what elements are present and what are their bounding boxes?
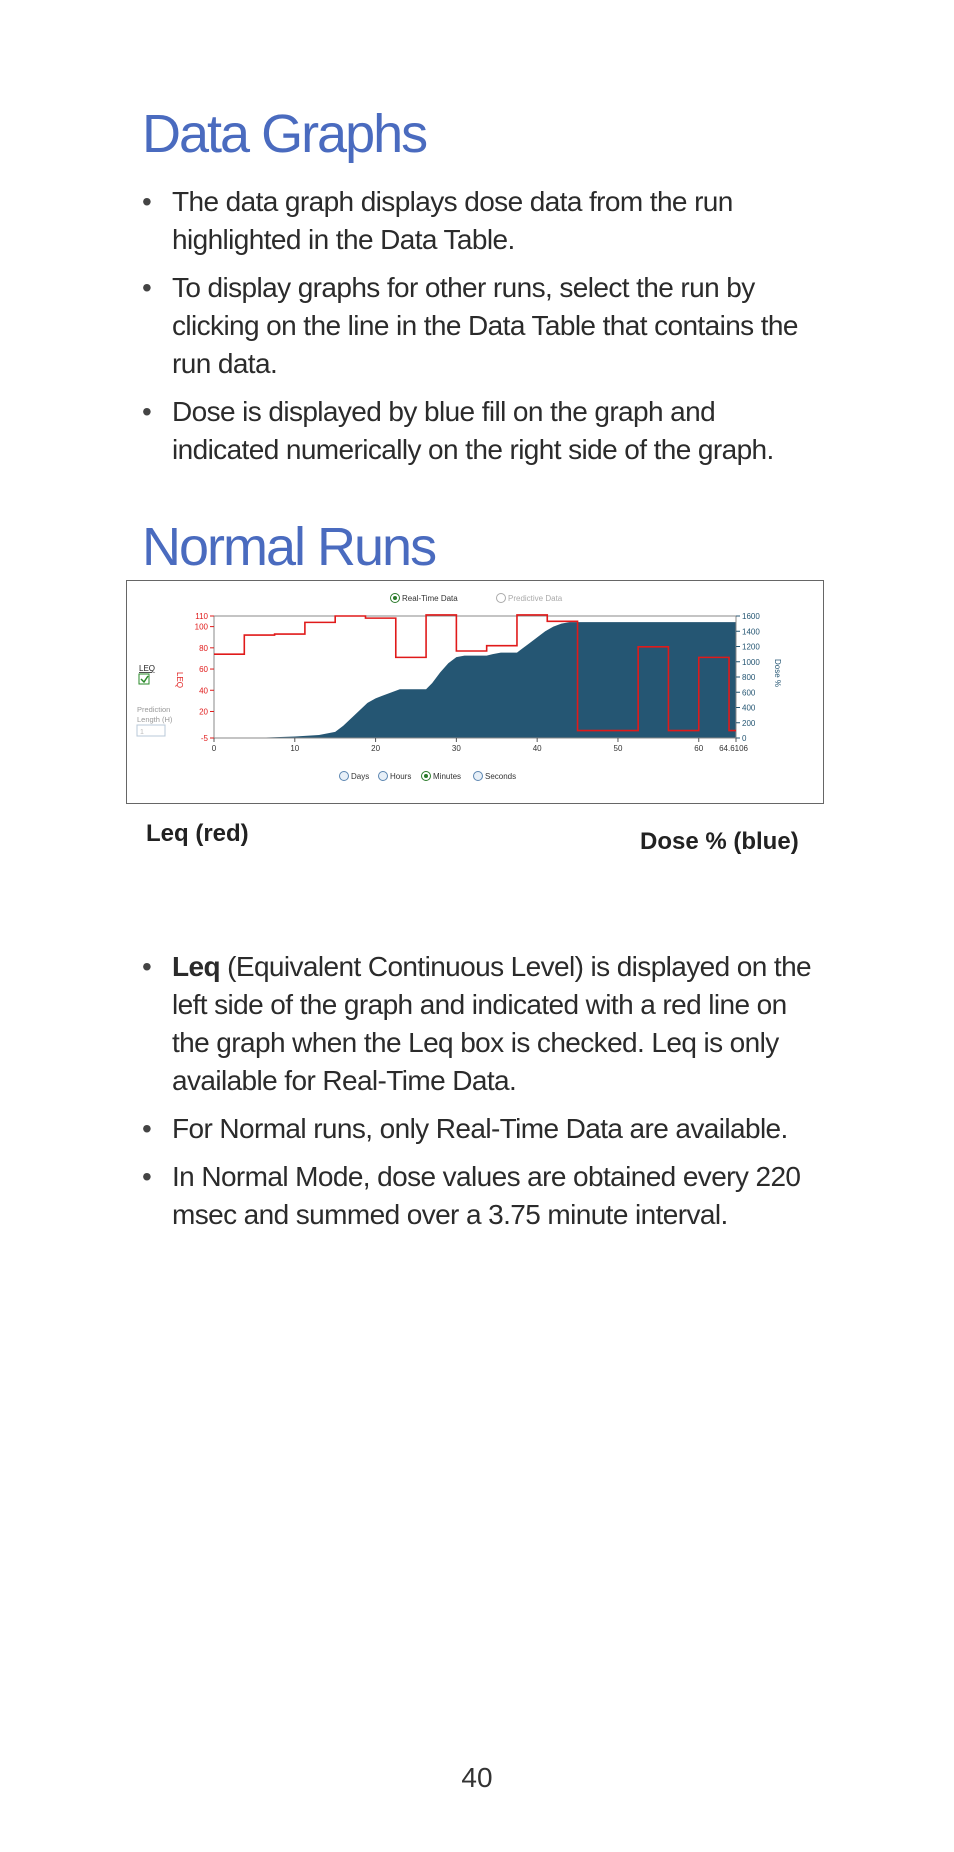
y-right-axis-ticks (736, 612, 760, 743)
y-right-tick-label: 200 (742, 718, 756, 728)
bullet-dot: • (142, 951, 152, 982)
y-left-tick-label: 40 (199, 686, 208, 696)
y-left-tick-label: 100 (194, 622, 208, 632)
x-tick-label: 64.6106 (719, 744, 748, 753)
x-tick-label: 30 (451, 744, 461, 753)
y-left-tick-label: 110 (195, 612, 208, 621)
radio-selected-dot (393, 596, 397, 600)
radio-selected-dot (424, 774, 428, 778)
radio-realtime-label: Real-Time Data (402, 594, 458, 603)
radio-days-label: Days (351, 772, 370, 781)
x-tick-label: 20 (371, 744, 381, 753)
y-right-axis-title: Dose % (773, 659, 782, 688)
bullet-text: In Normal Mode, dose values are obtained every 220 msec and summed over a 3.75 minute interval. (172, 1161, 801, 1230)
x-tick-label: 40 (532, 744, 542, 753)
caption-dose: Dose % (blue) (640, 828, 799, 855)
y-right-tick-label: 1200 (742, 642, 760, 652)
radio-hours-label: Hours (390, 772, 412, 781)
bullet-text: Dose is displayed by blue fill on the graph and indicated numerically on the right side of the graph. (172, 396, 774, 465)
bullet-dot: • (142, 396, 152, 427)
bullet-term: Leq (172, 951, 220, 982)
dose-series-area (214, 622, 736, 738)
intro-bullet-list (142, 183, 822, 479)
list-item (142, 269, 822, 383)
y-left-axis-ticks (195, 612, 214, 743)
y-right-tick-label: 1000 (742, 657, 760, 667)
x-tick-label: 10 (290, 744, 300, 753)
radio-realtime[interactable] (391, 594, 459, 604)
radio-minutes[interactable] (422, 772, 462, 782)
bullet-text: For Normal runs, only Real-Time Data are available. (172, 1113, 788, 1144)
radio-predictive-label: Predictive Data (508, 594, 563, 603)
bottom-bullet-list (142, 948, 822, 1244)
bullet-dot: • (142, 1113, 152, 1144)
bullet-dot: • (142, 1161, 152, 1192)
bullet-dot: • (142, 186, 152, 217)
y-left-tick-label: 20 (199, 707, 208, 717)
prediction-length-label-2: Length (H) (137, 715, 173, 724)
leq-checkbox-label: LEQ (139, 664, 156, 673)
list-item (142, 393, 822, 469)
bullet-text: (Equivalent Continuous Level) is displayed on the left side of the graph and indicated with a red line on the graph when the Leq box is checked. Leq is only available for Real-Time Data. (172, 951, 812, 1096)
y-left-axis-title: LEQ (175, 672, 184, 689)
prediction-length-input[interactable] (137, 725, 165, 736)
list-item (142, 183, 822, 259)
bullet-dot: • (142, 272, 152, 303)
page-number: 40 (461, 1762, 493, 1793)
y-left-tick-label: 60 (199, 665, 208, 675)
x-tick-label: 50 (613, 744, 623, 753)
prediction-length-label-1: Prediction (137, 705, 171, 714)
dose-graph-chart (127, 581, 823, 803)
caption-leq: Leq (red) (146, 820, 249, 847)
y-left-tick-label: 80 (199, 643, 208, 653)
radio-minutes-label: Minutes (433, 772, 462, 781)
y-right-tick-label: 400 (742, 703, 756, 713)
bullet-text: To display graphs for other runs, select the run by clicking on the line in the Data Table that contains the run data. (172, 272, 798, 379)
leq-checkbox[interactable] (139, 674, 149, 684)
list-item (142, 1158, 822, 1234)
y-right-tick-label: 600 (742, 688, 756, 698)
bullet-text: The data graph displays dose data from the run highlighted in the Data Table. (172, 186, 733, 255)
heading-normal-runs: Normal Runs (142, 517, 436, 577)
radio-predictive[interactable] (497, 594, 563, 604)
prediction-length-value: 1 (140, 729, 144, 736)
y-right-tick-label: 1600 (742, 612, 760, 621)
x-axis-ticks (212, 738, 749, 753)
dose-area-fill (214, 622, 736, 738)
radio-seconds[interactable] (474, 772, 517, 782)
y-left-tick-label: -5 (200, 734, 208, 743)
radio-days[interactable] (340, 772, 370, 782)
y-right-tick-label: 800 (742, 673, 756, 682)
x-tick-label: 0 (211, 744, 217, 753)
radio-hours[interactable] (379, 772, 412, 782)
graph-panel (126, 580, 824, 804)
x-tick-label: 60 (694, 744, 704, 753)
list-item (142, 948, 822, 1100)
heading-data-graphs: Data Graphs (142, 104, 427, 164)
y-right-tick-label: 1400 (742, 627, 760, 637)
radio-seconds-label: Seconds (485, 772, 517, 781)
list-item (142, 1110, 822, 1148)
y-right-tick-label: 0 (742, 734, 747, 743)
